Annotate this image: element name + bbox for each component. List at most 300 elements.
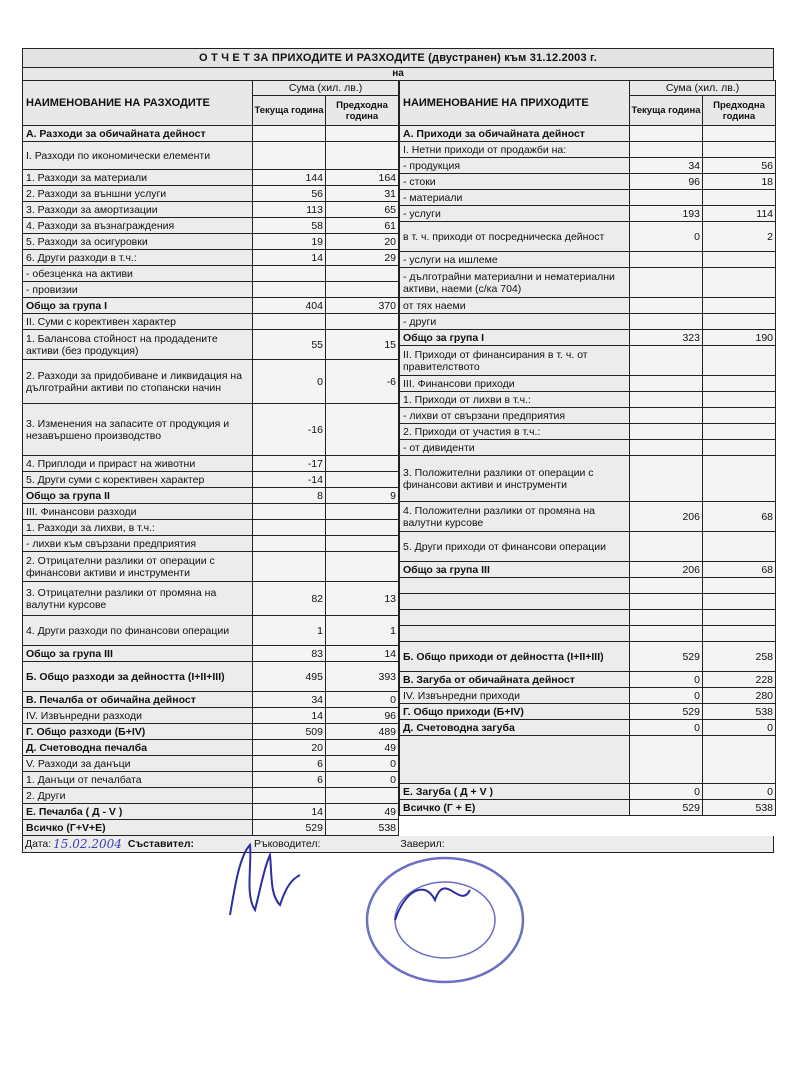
current-year-value xyxy=(253,520,326,536)
table-row xyxy=(400,688,776,704)
row-label: III. Финансови приходи xyxy=(400,376,630,392)
table-row xyxy=(400,268,776,298)
row-label: 3. Отрицателни разлики от промяна на валутни курсове xyxy=(23,582,253,616)
current-year-value xyxy=(253,788,326,804)
current-year-value: 58 xyxy=(253,218,326,234)
previous-year-value: 9 xyxy=(326,488,399,504)
current-year-value: 0 xyxy=(630,720,703,736)
table-row xyxy=(400,158,776,174)
expenses-header: НАИМЕНОВАНИЕ НА РАЗХОДИТЕ xyxy=(23,81,253,126)
row-label: - материали xyxy=(400,190,630,206)
previous-year-value: 29 xyxy=(326,250,399,266)
date-label: Дата: xyxy=(25,838,52,850)
previous-year-header: Предходна година xyxy=(326,96,399,126)
current-year-value xyxy=(630,440,703,456)
previous-year-value xyxy=(703,126,776,142)
row-label: - от дивиденти xyxy=(400,440,630,456)
current-year-value: 144 xyxy=(253,170,326,186)
previous-year-value: 190 xyxy=(703,330,776,346)
table-row xyxy=(400,736,776,784)
current-year-value xyxy=(253,282,326,298)
previous-year-value xyxy=(703,392,776,408)
previous-year-value: 538 xyxy=(703,800,776,816)
row-label: Д. Счетоводна печалба xyxy=(23,740,253,756)
current-year-value: 34 xyxy=(253,692,326,708)
table-row xyxy=(23,218,399,234)
row-label: 2. Разходи за външни услуги xyxy=(23,186,253,202)
manager-label: Ръководител: xyxy=(254,838,321,850)
current-year-value xyxy=(630,456,703,502)
previous-year-value: 20 xyxy=(326,234,399,250)
table-row xyxy=(23,552,399,582)
table-row xyxy=(400,392,776,408)
table-row xyxy=(400,440,776,456)
previous-year-value: 18 xyxy=(703,174,776,190)
row-label: 4. Други разходи по финансови операции xyxy=(23,616,253,646)
table-row xyxy=(23,360,399,404)
date-value: 15.02.2004 xyxy=(53,837,122,851)
previous-year-value xyxy=(703,440,776,456)
table-row xyxy=(23,772,399,788)
row-label: IV. Извънредни приходи xyxy=(400,688,630,704)
row-label: Общо за група III xyxy=(23,646,253,662)
row-label: - други xyxy=(400,314,630,330)
previous-year-value xyxy=(326,314,399,330)
previous-year-value: 1 xyxy=(326,616,399,646)
table-row xyxy=(400,800,776,816)
table-row xyxy=(400,562,776,578)
previous-year-value xyxy=(703,610,776,626)
previous-year-value xyxy=(703,532,776,562)
table-row xyxy=(23,582,399,616)
row-label: Всичко (Г+V+Е) xyxy=(23,820,253,836)
table-row xyxy=(400,578,776,594)
table-row xyxy=(400,784,776,800)
previous-year-value xyxy=(326,504,399,520)
current-year-value: 55 xyxy=(253,330,326,360)
row-label: - обезценка на активи xyxy=(23,266,253,282)
table-row xyxy=(23,404,399,456)
table-row xyxy=(23,298,399,314)
table-row xyxy=(23,472,399,488)
current-year-value xyxy=(630,252,703,268)
current-year-value: 509 xyxy=(253,724,326,740)
table-row xyxy=(400,174,776,190)
current-year-value: 14 xyxy=(253,250,326,266)
expenses-rows xyxy=(23,126,399,836)
row-label: в т. ч. приходи от посредническа дейност xyxy=(400,222,630,252)
table-row xyxy=(23,266,399,282)
table-row xyxy=(400,330,776,346)
row-label: Г. Общо приходи (Б+IV) xyxy=(400,704,630,720)
current-year-value xyxy=(253,126,326,142)
row-label: Д. Счетоводна загуба xyxy=(400,720,630,736)
row-label: - провизии xyxy=(23,282,253,298)
table-row xyxy=(400,456,776,502)
previous-year-value: 68 xyxy=(703,502,776,532)
row-label: I. Разходи по икономически елементи xyxy=(23,142,253,170)
table-row xyxy=(23,536,399,552)
report-sheet xyxy=(22,48,774,853)
table-row xyxy=(23,314,399,330)
table-row xyxy=(23,186,399,202)
table-row xyxy=(23,282,399,298)
table-row xyxy=(23,662,399,692)
current-year-value: 6 xyxy=(253,756,326,772)
previous-year-header: Предходна година xyxy=(703,96,776,126)
current-year-value: -14 xyxy=(253,472,326,488)
current-year-value xyxy=(630,532,703,562)
current-year-value: 1 xyxy=(253,616,326,646)
row-label: 2. Отрицателни разлики от операции с финансови активи и инструменти xyxy=(23,552,253,582)
table-row xyxy=(23,330,399,360)
expenses-section xyxy=(22,80,399,836)
row-label: - услуги на ишлеме xyxy=(400,252,630,268)
row-label: II. Приходи от финансирания в т. ч. от правителството xyxy=(400,346,630,376)
previous-year-value: -6 xyxy=(326,360,399,404)
current-year-value xyxy=(630,392,703,408)
previous-year-value xyxy=(326,404,399,456)
previous-year-value: 258 xyxy=(703,642,776,672)
row-label xyxy=(400,736,630,784)
current-year-value: 404 xyxy=(253,298,326,314)
previous-year-value xyxy=(703,408,776,424)
income-header: НАИМЕНОВАНИЕ НА ПРИХОДИТЕ xyxy=(400,81,630,126)
row-label: Общо за група II xyxy=(23,488,253,504)
current-year-value: 323 xyxy=(630,330,703,346)
row-label: 1. Разходи за материали xyxy=(23,170,253,186)
current-year-value xyxy=(253,314,326,330)
previous-year-value xyxy=(703,314,776,330)
table-row xyxy=(400,206,776,222)
previous-year-value xyxy=(703,736,776,784)
previous-year-value: 228 xyxy=(703,672,776,688)
row-label: 6. Други разходи в т.ч.: xyxy=(23,250,253,266)
current-year-value xyxy=(630,314,703,330)
current-year-value xyxy=(253,552,326,582)
current-year-value: 529 xyxy=(253,820,326,836)
previous-year-value: 31 xyxy=(326,186,399,202)
row-label: V. Разходи за данъци xyxy=(23,756,253,772)
previous-year-value: 96 xyxy=(326,708,399,724)
report-title: О Т Ч Е Т ЗА ПРИХОДИТЕ И РАЗХОДИТЕ (двустранен) към 31.12.2003 г. xyxy=(22,48,774,68)
current-year-value xyxy=(630,424,703,440)
row-label: Общо за група III xyxy=(400,562,630,578)
previous-year-value: 489 xyxy=(326,724,399,740)
previous-year-value xyxy=(326,536,399,552)
current-year-value: 0 xyxy=(630,222,703,252)
row-label: 4. Приплоди и прираст на животни xyxy=(23,456,253,472)
previous-year-value: 61 xyxy=(326,218,399,234)
previous-year-value xyxy=(703,376,776,392)
current-year-value: 529 xyxy=(630,704,703,720)
compiler-label: Съставител: xyxy=(127,838,195,850)
current-year-header: Текуща година xyxy=(630,96,703,126)
row-label: 3. Разходи за амортизации xyxy=(23,202,253,218)
previous-year-value xyxy=(326,520,399,536)
row-label: - продукция xyxy=(400,158,630,174)
previous-year-value: 0 xyxy=(703,720,776,736)
current-year-value xyxy=(630,190,703,206)
table-row xyxy=(23,202,399,218)
row-label: 2. Приходи от участия в т.ч.: xyxy=(400,424,630,440)
table-row xyxy=(400,298,776,314)
previous-year-value: 0 xyxy=(326,772,399,788)
certified-label: Заверил: xyxy=(400,838,445,850)
table-row xyxy=(400,314,776,330)
current-year-header: Текуща година xyxy=(253,96,326,126)
previous-year-value: 538 xyxy=(703,704,776,720)
row-label: - стоки xyxy=(400,174,630,190)
current-year-value: 495 xyxy=(253,662,326,692)
current-year-value: 8 xyxy=(253,488,326,504)
current-year-value xyxy=(630,578,703,594)
company-line: на xyxy=(22,68,774,80)
table-row xyxy=(400,408,776,424)
current-year-value xyxy=(630,268,703,298)
current-year-value: 83 xyxy=(253,646,326,662)
previous-year-value xyxy=(703,594,776,610)
table-row xyxy=(23,740,399,756)
current-year-value: 14 xyxy=(253,708,326,724)
row-label xyxy=(400,594,630,610)
row-label: Г. Общо разходи (Б+IV) xyxy=(23,724,253,740)
row-label: Общо за група I xyxy=(23,298,253,314)
income-rows xyxy=(400,126,776,816)
previous-year-value: 56 xyxy=(703,158,776,174)
current-year-value xyxy=(630,142,703,158)
previous-year-value: 15 xyxy=(326,330,399,360)
table-row xyxy=(23,804,399,820)
table-row xyxy=(23,646,399,662)
previous-year-value xyxy=(326,788,399,804)
previous-year-value xyxy=(326,266,399,282)
table-row xyxy=(23,820,399,836)
table-row xyxy=(23,708,399,724)
row-label: Е. Печалба ( Д - V ) xyxy=(23,804,253,820)
table-row xyxy=(400,502,776,532)
row-label: В. Печалба от обичайна дейност xyxy=(23,692,253,708)
row-label: А. Разходи за обичайната дейност xyxy=(23,126,253,142)
table-row xyxy=(23,616,399,646)
current-year-value xyxy=(630,626,703,642)
current-year-value: 206 xyxy=(630,502,703,532)
previous-year-value: 393 xyxy=(326,662,399,692)
current-year-value xyxy=(630,408,703,424)
table-row xyxy=(400,126,776,142)
row-label xyxy=(400,578,630,594)
previous-year-value xyxy=(703,346,776,376)
table-row xyxy=(23,234,399,250)
expenses-table xyxy=(22,80,399,836)
row-label: - лихви от свързани предприятия xyxy=(400,408,630,424)
row-label: 1. Разходи за лихви, в т.ч.: xyxy=(23,520,253,536)
current-year-value: -16 xyxy=(253,404,326,456)
current-year-value xyxy=(630,346,703,376)
previous-year-value xyxy=(326,126,399,142)
table-row xyxy=(400,222,776,252)
table-row xyxy=(23,724,399,740)
previous-year-value: 2 xyxy=(703,222,776,252)
current-year-value: 6 xyxy=(253,772,326,788)
table-row xyxy=(400,346,776,376)
row-label: III. Финансови разходи xyxy=(23,504,253,520)
previous-year-value: 114 xyxy=(703,206,776,222)
income-table xyxy=(399,80,776,816)
row-label: Е. Загуба ( Д + V ) xyxy=(400,784,630,800)
current-year-value: 34 xyxy=(630,158,703,174)
report-columns xyxy=(22,80,774,836)
previous-year-value xyxy=(703,578,776,594)
row-label: 5. Други приходи от финансови операции xyxy=(400,532,630,562)
table-row xyxy=(23,126,399,142)
previous-year-value xyxy=(703,268,776,298)
previous-year-value xyxy=(326,456,399,472)
current-year-value: 0 xyxy=(253,360,326,404)
current-year-value: 82 xyxy=(253,582,326,616)
current-year-value: 56 xyxy=(253,186,326,202)
row-label: А. Приходи за обичайната дейност xyxy=(400,126,630,142)
previous-year-value xyxy=(703,626,776,642)
row-label: 3. Изменения на запасите от продукция и незавършено производство xyxy=(23,404,253,456)
previous-year-value xyxy=(326,472,399,488)
row-label: - услуги xyxy=(400,206,630,222)
current-year-value: 529 xyxy=(630,642,703,672)
table-row xyxy=(23,504,399,520)
sum-header: Сума (хил. лв.) xyxy=(253,81,399,96)
previous-year-value xyxy=(326,552,399,582)
current-year-value: 96 xyxy=(630,174,703,190)
income-section xyxy=(399,80,775,836)
row-label: 1. Балансова стойност на продадените активи (без продукция) xyxy=(23,330,253,360)
current-year-value xyxy=(630,126,703,142)
table-row xyxy=(400,142,776,158)
previous-year-value: 49 xyxy=(326,740,399,756)
current-year-value: 113 xyxy=(253,202,326,218)
current-year-value xyxy=(253,142,326,170)
table-row xyxy=(400,190,776,206)
row-label: 4. Разходи за възнаграждения xyxy=(23,218,253,234)
row-label: - дълготрайни материални и нематериални активи, наеми (с/ка 704) xyxy=(400,268,630,298)
row-label: 2. Други xyxy=(23,788,253,804)
previous-year-value: 13 xyxy=(326,582,399,616)
row-label: Б. Общо приходи от дейността (I+II+III) xyxy=(400,642,630,672)
previous-year-value xyxy=(326,142,399,170)
row-label: от тях наеми xyxy=(400,298,630,314)
row-label xyxy=(400,626,630,642)
current-year-value xyxy=(630,376,703,392)
current-year-value: 14 xyxy=(253,804,326,820)
previous-year-value: 0 xyxy=(326,692,399,708)
table-row xyxy=(400,720,776,736)
previous-year-value: 538 xyxy=(326,820,399,836)
row-label: Б. Общо разходи за дейността (I+II+III) xyxy=(23,662,253,692)
row-label: 5. Други суми с корективен характер xyxy=(23,472,253,488)
previous-year-value: 65 xyxy=(326,202,399,218)
table-row xyxy=(23,170,399,186)
row-label: 1. Данъци от печалбата xyxy=(23,772,253,788)
table-row xyxy=(400,252,776,268)
table-row xyxy=(400,642,776,672)
previous-year-value xyxy=(703,142,776,158)
stamp-seal xyxy=(350,850,530,990)
row-label: 4. Положителни разлики от промяна на валутни курсове xyxy=(400,502,630,532)
table-row xyxy=(400,626,776,642)
previous-year-value: 49 xyxy=(326,804,399,820)
table-row xyxy=(400,532,776,562)
current-year-value: 0 xyxy=(630,688,703,704)
previous-year-value: 14 xyxy=(326,646,399,662)
table-row xyxy=(400,594,776,610)
row-label: 5. Разходи за осигуровки xyxy=(23,234,253,250)
previous-year-value: 164 xyxy=(326,170,399,186)
previous-year-value: 0 xyxy=(326,756,399,772)
previous-year-value xyxy=(703,456,776,502)
row-label: II. Суми с корективен характер xyxy=(23,314,253,330)
current-year-value xyxy=(630,298,703,314)
current-year-value: 19 xyxy=(253,234,326,250)
current-year-value xyxy=(253,266,326,282)
previous-year-value: 0 xyxy=(703,784,776,800)
table-row xyxy=(400,376,776,392)
previous-year-value: 370 xyxy=(326,298,399,314)
row-label: 3. Положителни разлики от операции с финансови активи и инструменти xyxy=(400,456,630,502)
sum-header: Сума (хил. лв.) xyxy=(630,81,776,96)
current-year-value: 193 xyxy=(630,206,703,222)
row-label: Общо за група I xyxy=(400,330,630,346)
previous-year-value: 280 xyxy=(703,688,776,704)
current-year-value xyxy=(253,536,326,552)
table-row xyxy=(23,756,399,772)
previous-year-value xyxy=(703,298,776,314)
table-row xyxy=(400,672,776,688)
row-label: - лихви към свързани предприятия xyxy=(23,536,253,552)
current-year-value: 20 xyxy=(253,740,326,756)
row-label: IV. Извънредни разходи xyxy=(23,708,253,724)
row-label: 2. Разходи за придобиване и ликвидация на дълготрайни активи по стопански начин xyxy=(23,360,253,404)
signature-mark xyxy=(210,835,310,925)
table-row xyxy=(23,250,399,266)
previous-year-value xyxy=(326,282,399,298)
table-row xyxy=(400,704,776,720)
current-year-value xyxy=(253,504,326,520)
previous-year-value xyxy=(703,252,776,268)
row-label: В. Загуба от обичайната дейност xyxy=(400,672,630,688)
current-year-value: 206 xyxy=(630,562,703,578)
table-row xyxy=(23,788,399,804)
previous-year-value xyxy=(703,190,776,206)
current-year-value xyxy=(630,736,703,784)
previous-year-value: 68 xyxy=(703,562,776,578)
row-label: Всичко (Г + Е) xyxy=(400,800,630,816)
row-label: I. Нетни приходи от продажби на: xyxy=(400,142,630,158)
current-year-value: 0 xyxy=(630,672,703,688)
table-row xyxy=(23,142,399,170)
previous-year-value xyxy=(703,424,776,440)
current-year-value: 0 xyxy=(630,784,703,800)
row-label: 1. Приходи от лихви в т.ч.: xyxy=(400,392,630,408)
current-year-value: 529 xyxy=(630,800,703,816)
table-row xyxy=(400,424,776,440)
current-year-value xyxy=(630,594,703,610)
table-row xyxy=(23,692,399,708)
row-label xyxy=(400,610,630,626)
current-year-value: -17 xyxy=(253,456,326,472)
table-row xyxy=(23,456,399,472)
table-row xyxy=(400,610,776,626)
current-year-value xyxy=(630,610,703,626)
table-row xyxy=(23,488,399,504)
